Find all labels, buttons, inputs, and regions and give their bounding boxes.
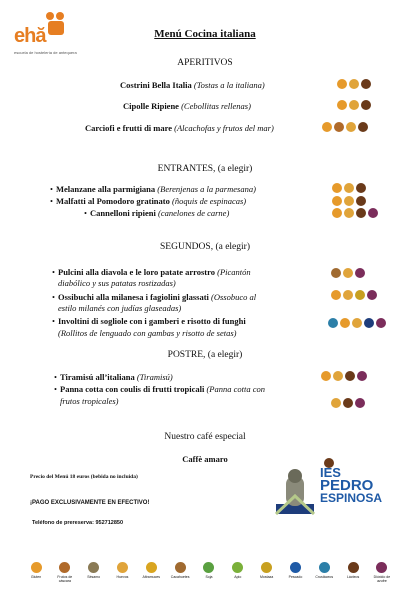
nuts-icon: [59, 562, 70, 573]
phone-note: Teléfono de prereserva: 952712850: [32, 520, 124, 526]
legend-label: Gluten: [30, 575, 42, 579]
sulphite-icon: [367, 290, 377, 300]
dish-2: [123, 101, 251, 111]
dish-5: [56, 196, 246, 206]
dish-name: Carciofi e frutti di mare: [85, 123, 173, 133]
dairy-icon: [356, 208, 366, 218]
gluten-icon: [332, 183, 342, 193]
menu-title: Menú Cocina italiana: [154, 28, 256, 40]
egg-icon: [344, 183, 354, 193]
dish-name: Cannelloni ripieni: [90, 208, 156, 218]
dish-name: Involtini di sogliole con i gamberi e risotto di funghi: [58, 316, 246, 326]
legend-label: Frutos de cáscara: [57, 575, 73, 583]
dish-9: [58, 316, 246, 326]
dish-desc: (Panna cotta con: [206, 384, 266, 394]
egg-icon: [331, 398, 341, 408]
fish-icon: [364, 318, 374, 328]
legend-gluten: [24, 562, 48, 583]
legend-label: Mostaza: [260, 575, 274, 579]
allergen-icons: [322, 122, 368, 132]
dish-desc: estilo milanés con judías glaseadas): [58, 303, 182, 313]
legend-peanut: [168, 562, 192, 583]
sulphite-icon: [376, 562, 387, 573]
gluten-icon: [331, 290, 341, 300]
dish-name: Cipolle Ripiene: [123, 101, 179, 111]
fish-icon: [290, 562, 301, 573]
dish-9-desc-line: [58, 328, 236, 338]
legend-lupin: [139, 562, 163, 583]
dish-name: Melanzane alla parmigiana: [56, 184, 156, 194]
egg-icon: [352, 318, 362, 328]
dish-12: [0, 454, 410, 464]
allergen-icons: [332, 183, 366, 193]
crustacean-icon: [319, 562, 330, 573]
dish-3: [85, 123, 274, 133]
dish-7: [58, 267, 251, 277]
dish-desc: (Rollitos de lenguado con gambas y risotto de setas): [58, 328, 237, 338]
dairy-icon: [361, 100, 371, 110]
legend-soy: [197, 562, 221, 583]
legend-egg: [110, 562, 134, 583]
sulphite-icon: [355, 268, 365, 278]
gluten-icon: [337, 100, 347, 110]
section-cafe: Nuestro café especial: [164, 432, 246, 442]
gluten-icon: [321, 371, 331, 381]
mustard-icon: [261, 562, 272, 573]
allergen-icons: [328, 318, 386, 328]
legend-nuts: [53, 562, 77, 583]
sesame-icon: [88, 562, 99, 573]
legend-label: Soja: [205, 575, 213, 579]
legend-celery: [226, 562, 250, 583]
egg-icon: [346, 122, 356, 132]
school-subtitle: escuela de hostelería de antequera: [14, 50, 77, 55]
dish-desc: diabólico y sus patatas rostizadas): [58, 278, 176, 288]
dish-desc: (ñoquis de espinacas): [172, 196, 247, 206]
dairy-icon: [356, 183, 366, 193]
egg-icon: [117, 562, 128, 573]
allergen-icons: [332, 208, 378, 218]
dairy-icon: [345, 371, 355, 381]
egg-icon: [343, 268, 353, 278]
soy-icon: [203, 562, 214, 573]
school-logo-text: ehă: [14, 25, 46, 47]
mustard-icon: [355, 290, 365, 300]
section-entrantes: ENTRANTES, (a elegir): [157, 164, 253, 174]
dairy-icon: [361, 79, 371, 89]
legend-label: Dióxido de azufre: [373, 575, 391, 583]
legend-fish: [283, 562, 307, 583]
legend-label: Cacahuetes: [170, 575, 190, 579]
sulphite-icon: [357, 371, 367, 381]
allergen-icons: [321, 371, 367, 381]
dish-desc: (Berenjenas a la parmesana): [157, 184, 256, 194]
nuts-icon: [334, 122, 344, 132]
sulphite-icon: [355, 398, 365, 408]
peanut-icon: [331, 268, 341, 278]
dish-desc: (canelones de carne): [158, 208, 230, 218]
egg-icon: [349, 79, 359, 89]
gluten-icon: [332, 208, 342, 218]
peanut-icon: [175, 562, 186, 573]
dish-name: Costrini Bella Italia: [120, 80, 192, 90]
crustacean-icon: [328, 318, 338, 328]
dish-desc: (Tiramisú): [136, 372, 173, 382]
dairy-icon: [343, 398, 353, 408]
egg-icon: [344, 208, 354, 218]
dairy-icon: [356, 196, 366, 206]
gluten-icon: [322, 122, 332, 132]
dish-desc: (Alcachofas y frutos del mar): [174, 123, 274, 133]
allergen-icons: [332, 196, 366, 206]
dish-11: [60, 384, 265, 394]
sulphite-icon: [368, 208, 378, 218]
legend-label: Apio: [234, 575, 242, 579]
gluten-icon: [340, 318, 350, 328]
allergen-icons: [331, 268, 365, 278]
dish-name: Pulcini alla diavola e le loro patate arrostro: [58, 267, 216, 277]
celery-icon: [232, 562, 243, 573]
section-segundos: SEGUNDOS, (a elegir): [160, 242, 250, 252]
egg-icon: [344, 196, 354, 206]
legend-label: Sésamo: [87, 575, 101, 579]
dish-name: Panna cotta con coulis di frutti tropicali: [60, 384, 205, 394]
dish-1: [120, 80, 265, 90]
legend-label: Altramuces: [142, 575, 161, 579]
dish-desc: (Tostas a la italiana): [193, 80, 265, 90]
dish-7-desc-line: [58, 278, 176, 288]
ies-logo: [320, 466, 382, 505]
allergen-icons: [337, 100, 371, 110]
egg-icon: [333, 371, 343, 381]
legend-label: Lácteos: [346, 575, 360, 579]
sulphite-icon: [376, 318, 386, 328]
gluten-icon: [31, 562, 42, 573]
allergen-icons: [337, 79, 371, 89]
ies-logo-line3: ESPINOSA: [320, 491, 383, 505]
allergen-legend: [24, 562, 394, 583]
dish-desc: (Cebollitas rellenas): [181, 101, 251, 111]
ies-logo-line1: IES: [320, 465, 341, 480]
lupin-icon: [146, 562, 157, 573]
ies-emblem-icon: [272, 466, 318, 520]
legend-sesame: [82, 562, 106, 583]
allergen-icons: [331, 398, 365, 408]
section-aperitivos: APERITIVOS: [177, 58, 233, 68]
dairy-icon: [348, 562, 359, 573]
section-postre: POSTRE, (a elegir): [167, 350, 243, 360]
dish-4: [56, 184, 256, 194]
dish-desc: (Picantón: [217, 267, 251, 277]
dish-desc: frutos tropicales): [60, 396, 119, 406]
dish-8-desc-line: [58, 303, 181, 313]
legend-crustacean: [312, 562, 336, 583]
dish-6: [90, 208, 229, 218]
legend-label: Huevos: [116, 575, 129, 579]
gluten-icon: [332, 196, 342, 206]
dish-name: Malfatti al Pomodoro gratinato: [56, 196, 170, 206]
legend-mustard: [255, 562, 279, 583]
dairy-icon: [358, 122, 368, 132]
legend-label: Pescado: [288, 575, 303, 579]
legend-label: Crustáceos: [315, 575, 334, 579]
gluten-icon: [337, 79, 347, 89]
dish-11-desc-line: [60, 396, 118, 406]
ies-logo-line2: PEDRO: [320, 477, 374, 494]
dish-desc: (Ossobuco al: [211, 292, 257, 302]
legend-sulphite: [370, 562, 394, 583]
allergen-icons: [331, 290, 377, 300]
dish-10: [60, 372, 173, 382]
cash-note: ¡PAGO EXCLUSIVAMENTE EN EFECTIVO!: [30, 500, 150, 506]
egg-icon: [343, 290, 353, 300]
dish-name: Tiramisú all’italiana: [60, 372, 135, 382]
legend-dairy: [341, 562, 365, 583]
dish-name: Caffè amaro: [182, 454, 228, 464]
egg-icon: [349, 100, 359, 110]
dish-8: [58, 292, 256, 302]
price-note: Precio del Menú 18 euros (bebida no incluida): [30, 474, 138, 480]
dish-name: Ossibuchi alla milanesa i fagiolini glassati: [58, 292, 209, 302]
